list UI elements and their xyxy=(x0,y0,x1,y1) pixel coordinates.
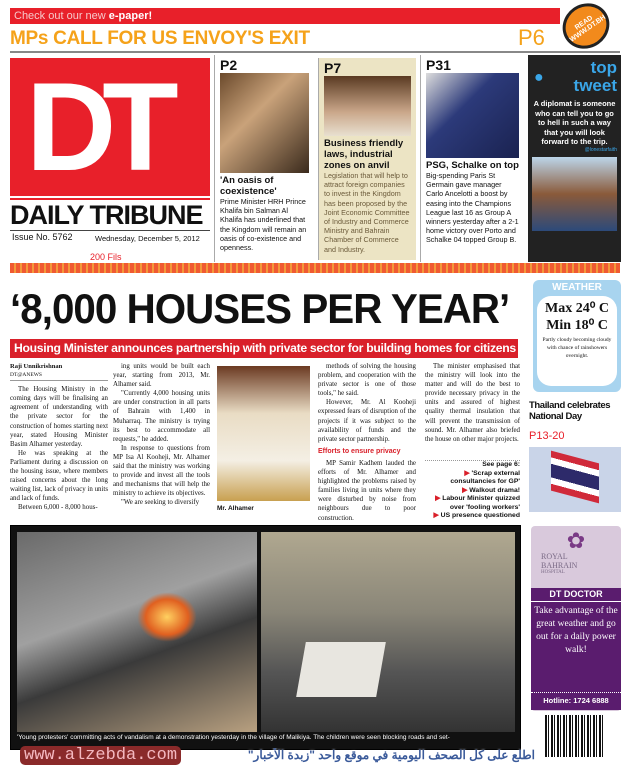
tweet-handle: @lonestarfaith xyxy=(584,146,617,153)
article-col-3 xyxy=(318,362,416,523)
teaser-body: Prime Minister HRH Prince Khalifa bin Salman Al Khalifa has underlined that the Kingdom will remain an oasis of co-existence and openness. xyxy=(220,197,307,253)
tweet-title: top xyxy=(590,58,617,77)
tweet-photo xyxy=(532,157,617,231)
article-col-4 xyxy=(425,362,520,444)
teaser-body: Legislation that will help to attract foreign companies to invest in the Kingdom has been proposed by the Joint Economic Committee of Industry and Commerce Ministry and Bahrain Chamber of Commerce and Industry. xyxy=(324,171,410,254)
teaser-photo xyxy=(324,76,411,136)
teaser-photo xyxy=(220,73,309,173)
watermark-arabic: اطلع على كل الصحف اليومية في موقع واحد "زبدة الأخبار" xyxy=(247,748,535,762)
logo-text: DT xyxy=(26,58,165,197)
teaser-p2[interactable] xyxy=(214,55,314,262)
masthead-name: DAILY TRIBUNE xyxy=(10,198,210,231)
related-link[interactable]: ▶ Labour Minister quizzed over 'fooling workers' xyxy=(435,495,520,511)
teaser-title: PSG, Schalke on top xyxy=(426,160,519,171)
related-link[interactable]: ▶ US presence questioned xyxy=(433,512,520,519)
tweet-text: A diplomat is someone who can tell you to go to hell in such a way that you will look forward to the trip. xyxy=(533,99,616,146)
photo-feature xyxy=(10,525,521,750)
thailand-title[interactable]: Thailand celebrates National Day xyxy=(529,400,611,422)
top-tweet[interactable] xyxy=(528,55,621,262)
article-col-1 xyxy=(10,362,108,513)
paragraph: He was speaking at the Parliament during a discussion on the housing issue, where members raised concerns about the long waiting list, lack of privacy in units and lack of funds. xyxy=(10,449,108,503)
price: 200 Fils xyxy=(90,252,122,262)
teaser-page: P2 xyxy=(220,57,238,73)
byline-source: DT@ANEWS xyxy=(10,371,108,381)
epaper-banner[interactable]: Check out our new e-paper! xyxy=(10,8,560,24)
protest-photo-left xyxy=(17,532,257,732)
doctor-text: Take advantage of the great weather and go out for a daily power walk! xyxy=(534,606,618,655)
hospital-logo-icon: ✿ xyxy=(566,528,586,553)
teaser-page: P7 xyxy=(324,60,342,76)
issue-number: Issue No. 5762 xyxy=(12,232,73,242)
divider-band xyxy=(10,263,620,273)
paragraph: ing units would be built each year, starting from 2013, Mr. Alhamer said. xyxy=(113,363,210,389)
container-icon xyxy=(296,642,386,697)
section-subhead: Efforts to ensure privacy xyxy=(318,447,401,455)
logo xyxy=(10,58,210,196)
hotline: Hotline: 1724 6888 xyxy=(531,692,621,705)
tweet-title: tweet xyxy=(573,76,617,95)
hospital-name: BAHRAIN xyxy=(541,561,578,570)
paragraph: "Currently 4,000 housing units are under construction in all parts of Bahrain with 1,400 in Muharraq. The ministry is trying its best to accommodate all requests," he added. xyxy=(113,390,210,443)
paragraph: MP Samir Kadhem lauded the efforts of Mr. Alhamer and highlighted the problems raised by families living in units where they were disturbed by noise from neighbours due to poor construction. xyxy=(318,459,416,522)
lead-subhead: Housing Minister announces partnership with private sector for building homes for citizens xyxy=(10,339,518,358)
temp-max: Max 24⁰ C xyxy=(545,301,609,316)
kicker-headline[interactable]: MPs CALL FOR US ENVOY'S EXIT xyxy=(10,28,310,49)
teaser-p31[interactable] xyxy=(420,55,524,262)
byline: Raji Unnikrishnan xyxy=(10,363,63,370)
paragraph: However, Mr. Al Kooheji expressed fears of disruption of the projects if it was subject to the availability of funds and the private sector partnership. xyxy=(318,399,416,443)
see-page-label: See page 6: xyxy=(482,461,520,468)
paragraph: The minister emphasised that the ministry will look into the matter and will do the best to provide necessary privacy in the units and assured of highest quality thermal insulation that will prevent the transmission of sound. Mr. Alhamer also briefed the house on other major projects. xyxy=(425,363,520,443)
doctor-title: DT DOCTOR xyxy=(531,588,621,602)
teaser-title: 'An oasis of coexistence' xyxy=(220,175,277,197)
kicker-page: P6 xyxy=(518,25,545,50)
paragraph: methods of solving the housing problem, and cooperation with the private sector is one of those tools," he said. xyxy=(318,363,416,398)
related-link[interactable]: ▶ 'Scrap external consultancies for GP' xyxy=(450,469,520,485)
teaser-p7[interactable] xyxy=(318,58,416,260)
article-col-2 xyxy=(113,362,210,508)
protest-photo-right xyxy=(261,532,515,732)
watermark-url[interactable]: www.alzebda.com xyxy=(20,746,181,765)
weather-box xyxy=(533,280,621,392)
teaser-page: P31 xyxy=(426,57,451,73)
paragraph: "We are seeking to diversify xyxy=(121,499,200,507)
lead-headline[interactable]: ‘8,000 HOUSES PER YEAR’ xyxy=(10,285,510,332)
related-title: Labour Minister quizzed over 'fooling workers' xyxy=(442,495,520,511)
read-sticker[interactable]: READ WWW.DT.BH xyxy=(554,0,619,58)
related-stories xyxy=(425,460,520,521)
barcode xyxy=(545,715,605,757)
teaser-title: Business friendly laws, industrial zones on anvil xyxy=(324,138,404,171)
bird-icon: ● xyxy=(534,69,544,86)
hospital-name: ROYAL xyxy=(541,552,568,561)
paragraph: In response to questions from MP Isa Al Kooheji, Mr. Alhamer said that the ministry was working to provide and invest all the tools and mechanisms that will help the ministry to achieve its objectives. xyxy=(113,444,210,498)
photo-caption: 'Young protesters' committing acts of vandalism at a demonstration yesterday in the village of Malikiya. The children were seen blocking roads and set- xyxy=(17,734,450,741)
flag-icon xyxy=(551,451,599,504)
minister-photo xyxy=(217,366,310,501)
photo-caption: Mr. Alhamer xyxy=(217,505,254,512)
paragraph: The Housing Ministry in the coming days will be finalising an agreement of understanding with the private sector for the construction of homes starting next year, stated Housing Minister Basim Alhamer yesterday. xyxy=(10,386,108,448)
fire-icon xyxy=(137,592,197,642)
teaser-body: Big-spending Paris St Germain gave manager Carlo Ancelotti a boost by easing into the Champions League last 16 as Group A winners yesterday after a 2-1 home victory over Porto and Schalke 04 topped Group B. xyxy=(426,171,519,245)
issue-date: Wednesday, December 5, 2012 xyxy=(95,234,200,243)
related-title: Walkout drama! xyxy=(469,486,520,494)
weather-desc: Partly cloudy becoming cloudy with chance of rainshowers overnight. xyxy=(542,337,612,359)
related-link[interactable]: ▶ Walkout drama! xyxy=(462,486,520,494)
thai-flag-photo xyxy=(529,447,621,512)
dt-doctor xyxy=(531,588,621,710)
paragraph: Between 6,000 - 8,000 hous- xyxy=(18,504,98,512)
hospital-name: HOSPITAL xyxy=(541,570,565,575)
related-title: 'Scrap external consultancies for GP' xyxy=(450,469,520,485)
teaser-photo xyxy=(426,73,519,158)
weather-label: WEATHER xyxy=(552,282,602,293)
divider xyxy=(10,51,620,53)
temp-min: Min 18⁰ C xyxy=(546,318,608,333)
thailand-page: P13-20 xyxy=(529,430,565,442)
related-title: US presence questioned xyxy=(440,512,520,519)
